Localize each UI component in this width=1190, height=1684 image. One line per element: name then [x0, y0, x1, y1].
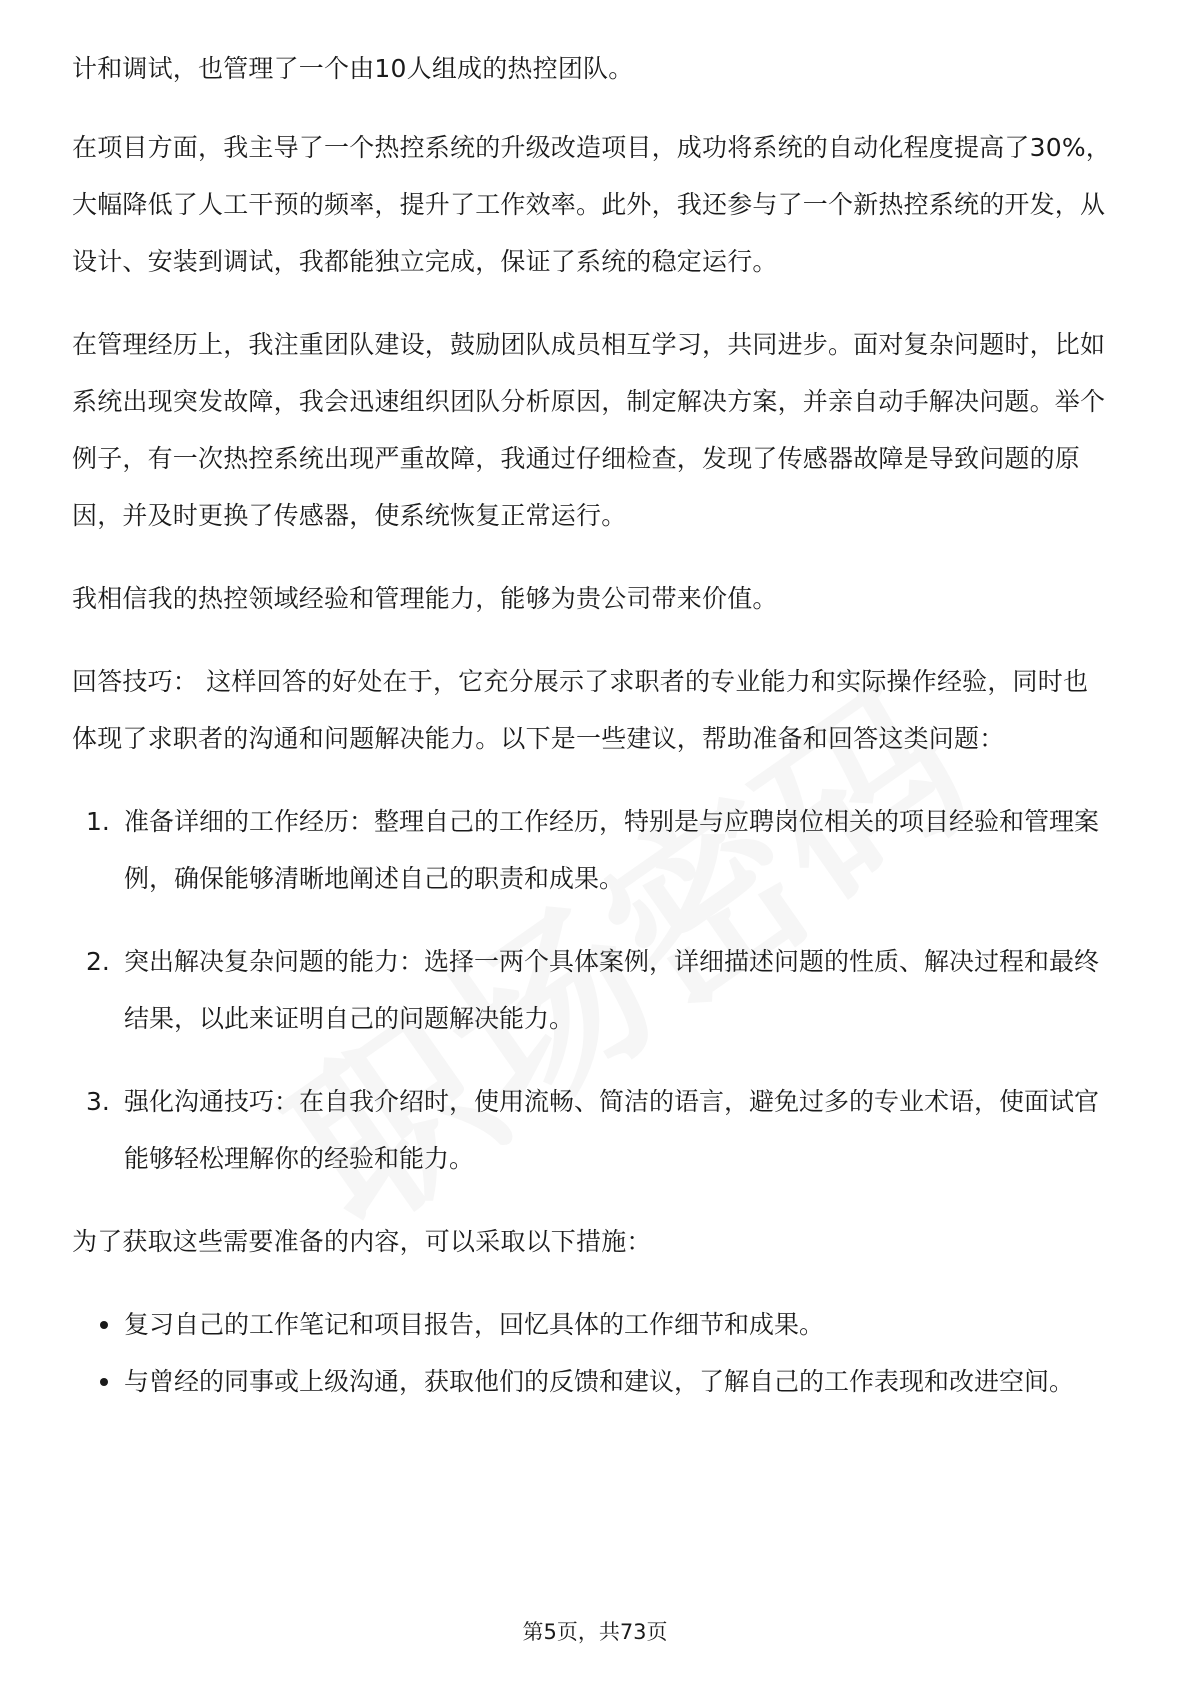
paragraph: 在管理经历上，我注重团队建设，鼓励团队成员相互学习，共同进步。面对复杂问题时，比如系统出现突发故障，我会迅速组织团队分析原因，制定解决方案，并亲自动手解决问题。举个例子，有一次热控系统出现严重故障，我通过仔细检查，发现了传感器故障是导致问题的原因，并及时更换了传感器，使系统恢复正常运行。 — [72, 330, 1106, 530]
list-item-text: 复习自己的工作笔记和项目报告，回忆具体的工作细节和成果。 — [124, 1310, 825, 1339]
paragraph: 回答技巧： 这样回答的好处在于，它充分展示了求职者的专业能力和实际操作经验，同时也体现了求职者的沟通和问题解决能力。以下是一些建议，帮助准备和回答这类问题： — [72, 667, 1089, 753]
paragraph: 计和调试，也管理了一个由10人组成的热控团队。 — [72, 54, 634, 83]
paragraph: 我相信我的热控领域经验和管理能力，能够为贵公司带来价值。 — [72, 584, 778, 613]
paragraph: 在项目方面，我主导了一个热控系统的升级改造项目，成功将系统的自动化程度提高了30%，大幅降低了人工干预的频率，提升了工作效率。此外，我还参与了一个新热控系统的开发，从设计、安装到调试，我都能独立完成，保证了系统的稳定运行。 — [72, 133, 1111, 276]
bullet-icon — [100, 1321, 108, 1329]
list-item — [72, 933, 1112, 1047]
document-body — [72, 40, 1112, 1410]
list-item-text: 强化沟通技巧：在自我介绍时，使用流畅、简洁的语言，避免过多的专业术语，使面试官能够轻松理解你的经验和能力。 — [124, 1087, 1100, 1173]
numbered-list — [72, 793, 1112, 1187]
list-item-text: 突出解决复杂问题的能力：选择一两个具体案例，详细描述问题的性质、解决过程和最终结果，以此来证明自己的问题解决能力。 — [124, 947, 1100, 1033]
paragraph: 为了获取这些需要准备的内容，可以采取以下措施： — [72, 1227, 652, 1256]
list-number: 2. — [86, 947, 110, 976]
list-item — [72, 1296, 1112, 1353]
list-item — [72, 1073, 1112, 1187]
list-number: 1. — [86, 807, 110, 836]
list-item — [72, 1353, 1112, 1410]
list-number: 3. — [86, 1087, 110, 1116]
list-item-text: 与曾经的同事或上级沟通，获取他们的反馈和建议，了解自己的工作表现和改进空间。 — [124, 1367, 1075, 1396]
page-footer: 第5页，共73页 — [522, 1620, 668, 1644]
bullet-icon — [100, 1378, 108, 1386]
bullet-list — [72, 1296, 1112, 1410]
list-item-text: 准备详细的工作经历：整理自己的工作经历，特别是与应聘岗位相关的项目经验和管理案例，确保能够清晰地阐述自己的职责和成果。 — [124, 807, 1100, 893]
list-item — [72, 793, 1112, 907]
